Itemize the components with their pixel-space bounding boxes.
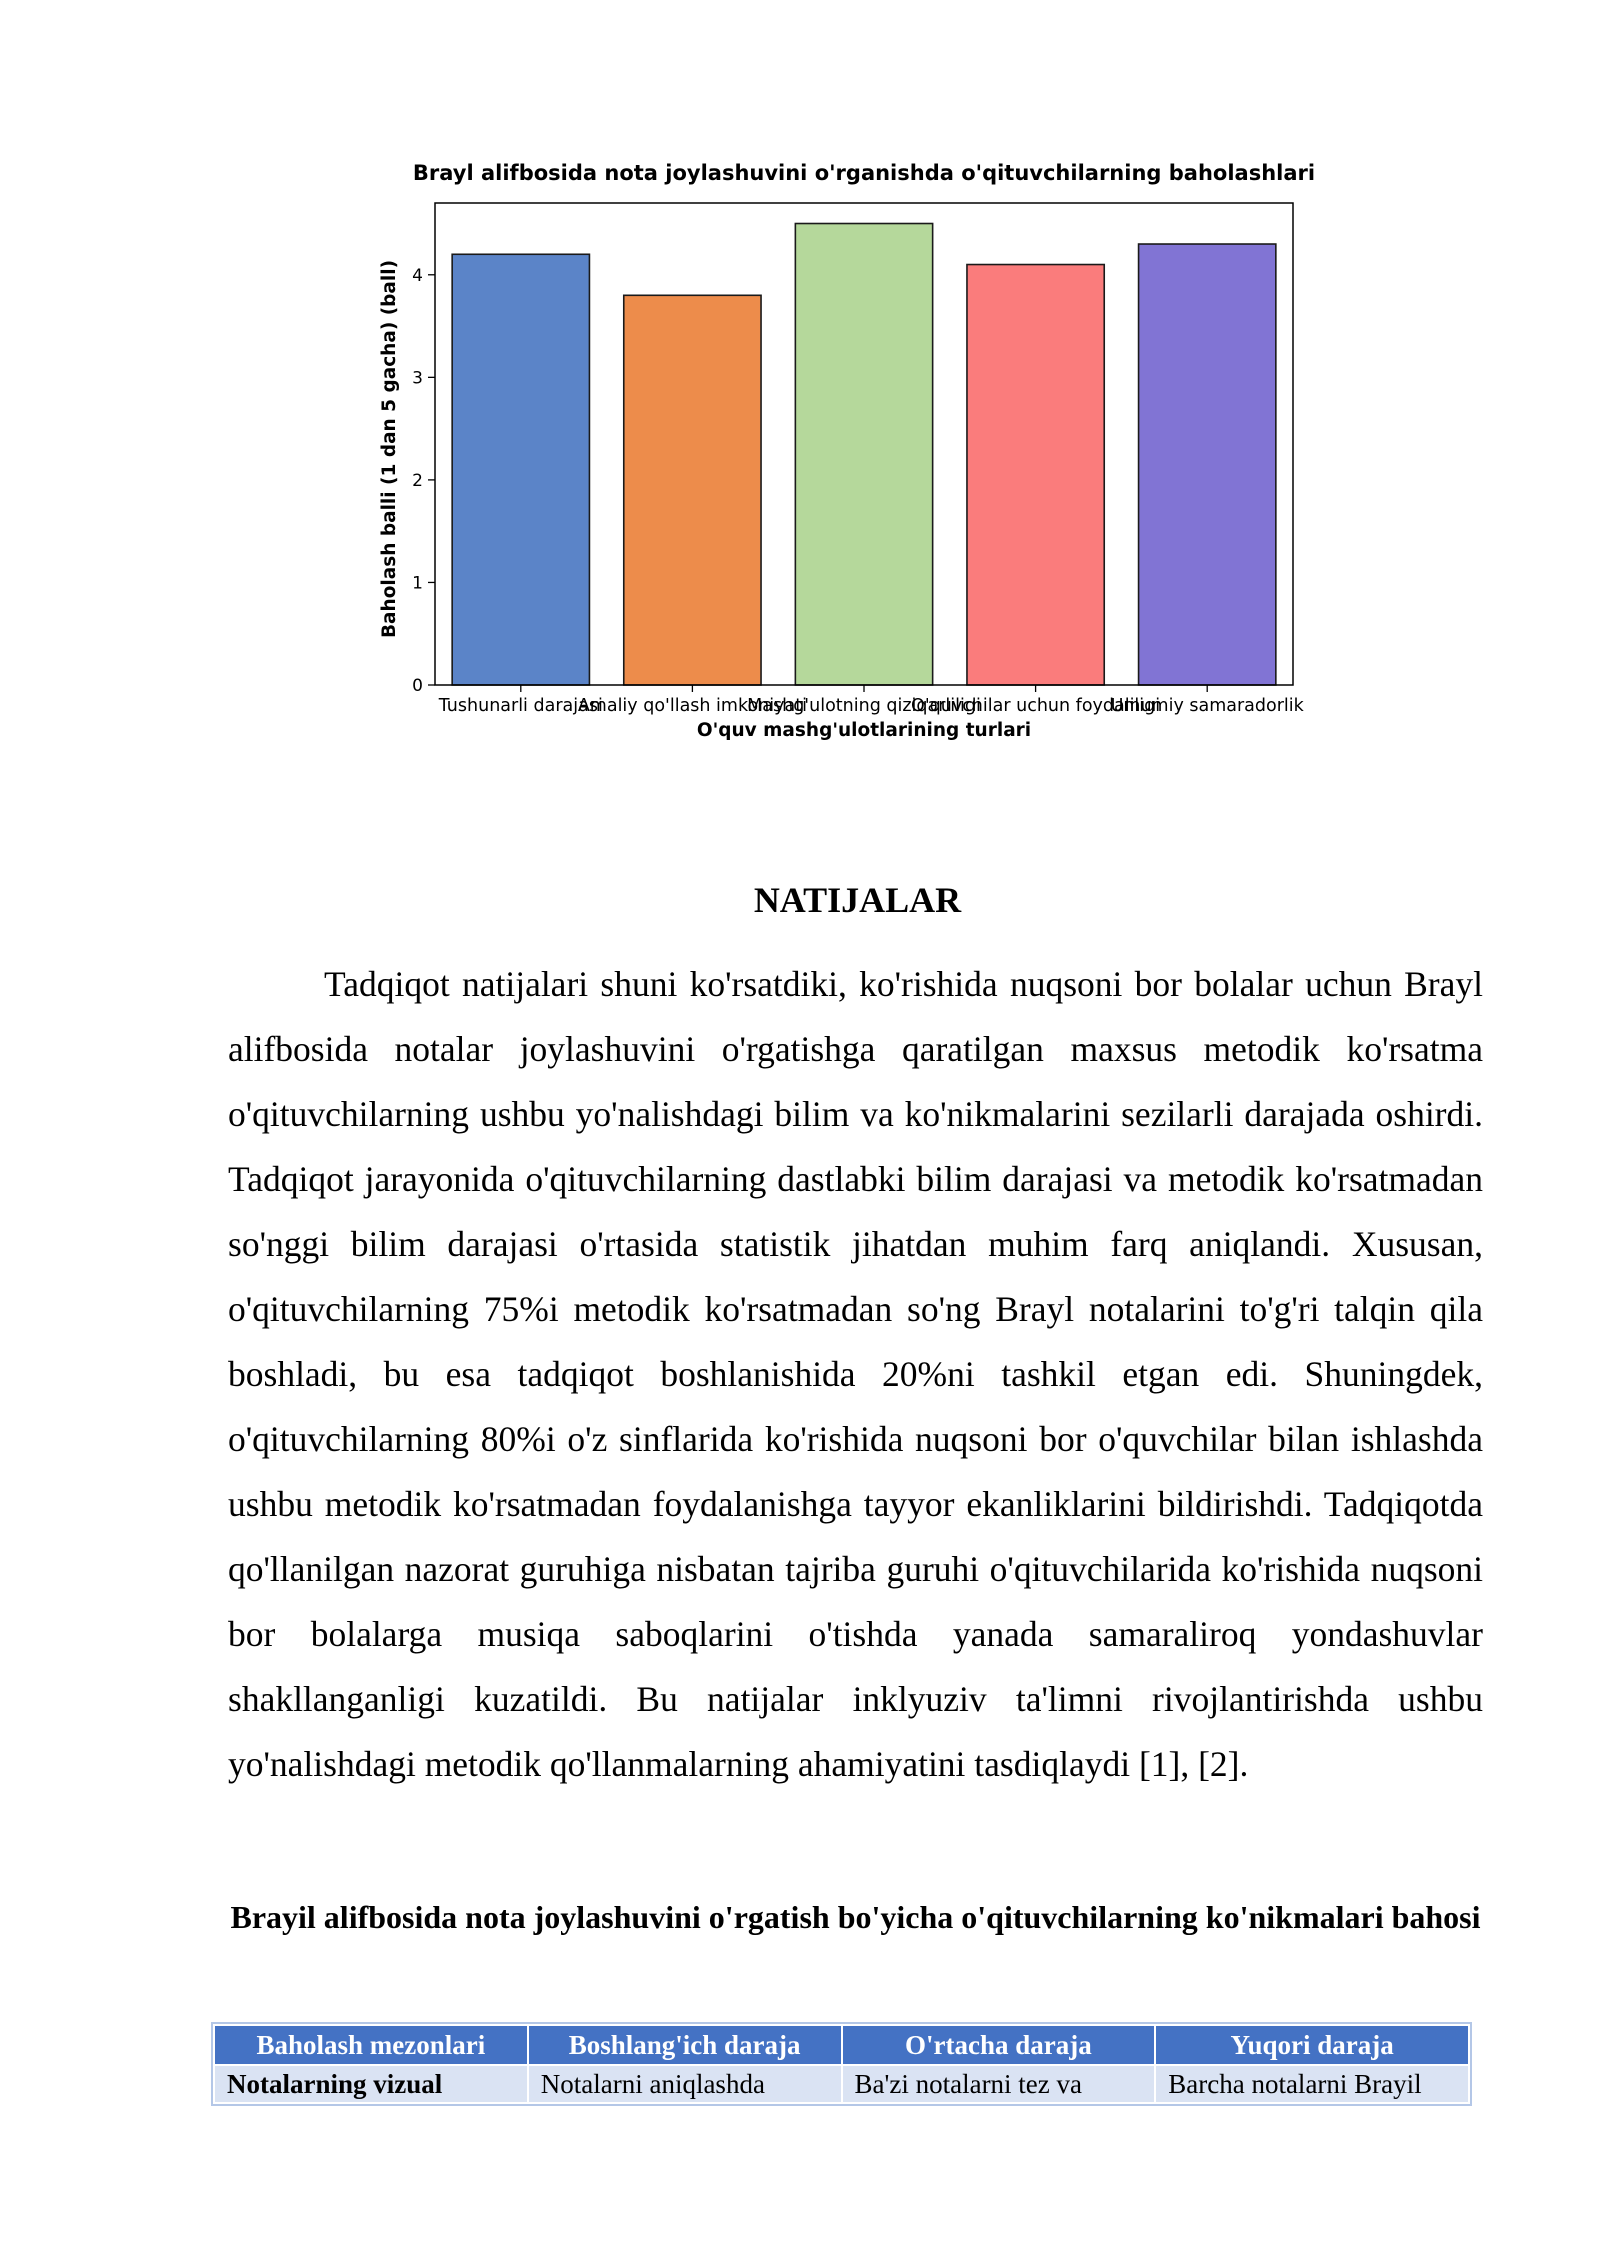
x-tick-label: Mashg'ulotning qiziqarliligi bbox=[747, 696, 981, 716]
bar bbox=[1139, 244, 1276, 685]
y-axis-label: Baholash balli (1 dan 5 gacha) (ball) bbox=[379, 259, 400, 639]
x-axis-label: O'quv mashg'ulotlarining turlari bbox=[696, 720, 1032, 741]
bar bbox=[452, 254, 589, 685]
results-paragraph: Tadqiqot natijalari shuni ko'rsatdiki, ko'rishida nuqsoni bor bolalar uchun Brayl alifbosida notalar joylashuvini o'rgatishga qaratilgan maxsus metodik ko'rsatma o'qituvchilarning ushbu yo'nalishdagi bilim va ko'nikmalarini sezilarli darajada oshirdi. Tadqiqot jarayonida o'qituvchilarning dastlabki bilim darajasi va metodik ko'rsatmadan so'nggi bilim darajasi o'rtasida statistik jihatdan muhim farq aniqlandi. Xususan, o'qituvchilarning 75%i metodik ko'rsatmadan so'ng Brayl notalarini to'g'ri talqin qila boshladi, bu esa tadqiqot boshlanishida 20%ni tashkil etgan edi. Shuningdek, o'qituvchilarning 80%i o'z sinflarida ko'rishida nuqsoni bor o'quvchilar bilan ishlashda ushbu metodik ko'rsatmadan foydalanishga tayyor ekanliklarini bildirishdi. Tadqiqotda qo'llanilgan nazorat guruhiga nisbatan tajriba guruhi o'qituvchilarida ko'rishida nuqsoni bor bolalarga musiqa saboqlarini o'tishda yanada samaraliroq yondashuvlar shakllanganligi kuzatildi. Bu natijalar inklyuziv ta'limni rivojlantirishda ushbu yo'nalishdagi metodik qo'llanmalarning ahamiyatini tasdiqlaydi [1], [2]. bbox=[228, 964, 1483, 1784]
bar-chart bbox=[350, 150, 1330, 770]
x-tick-label: Tushunarli darajasi bbox=[438, 696, 603, 716]
x-tick-label: Umumiy samaradorlik bbox=[1110, 696, 1304, 716]
x-tick-label: O'quvchilar uchun foydaliligi bbox=[911, 696, 1161, 716]
x-tick-label: Amaliy qo'llash imkoniyati bbox=[577, 696, 807, 716]
chart-title: Brayl alifbosida nota joylashuvini o'rganishda o'qituvchilarning baholashlari bbox=[412, 161, 1316, 185]
criteria-table bbox=[213, 2024, 1470, 2104]
table-cell: Notalarni aniqlashda bbox=[528, 2065, 842, 2103]
table-cell: Ba'zi notalarni tez va bbox=[842, 2065, 1156, 2103]
y-tick-label: 4 bbox=[412, 265, 423, 286]
header-cell-intermediate: O'rtacha daraja bbox=[842, 2025, 1156, 2065]
results-body bbox=[228, 952, 1483, 1797]
header-cell-criteria: Baholash mezonlari bbox=[214, 2025, 528, 2065]
table-row bbox=[214, 2065, 1469, 2103]
bar bbox=[624, 295, 761, 685]
y-tick-label: 2 bbox=[412, 470, 423, 491]
table-header-row bbox=[214, 2025, 1469, 2065]
table-cell: Notalarning vizual bbox=[214, 2065, 528, 2103]
header-cell-beginner: Boshlang'ich daraja bbox=[528, 2025, 842, 2065]
y-tick-label: 3 bbox=[412, 368, 423, 389]
y-tick-label: 0 bbox=[412, 676, 423, 696]
table-caption: Brayil alifbosida nota joylashuvini o'rgatish bo'yicha o'qituvchilarning ko'nikmalari bahosi bbox=[230, 1899, 1481, 1935]
bar bbox=[967, 265, 1104, 685]
y-tick-label: 1 bbox=[412, 573, 423, 594]
header-cell-advanced: Yuqori daraja bbox=[1155, 2025, 1469, 2065]
bar bbox=[795, 224, 932, 685]
chart-figure bbox=[350, 150, 1330, 770]
table-cell: Barcha notalarni Brayil bbox=[1155, 2065, 1469, 2103]
section-heading: NATIJALAR bbox=[753, 880, 962, 920]
